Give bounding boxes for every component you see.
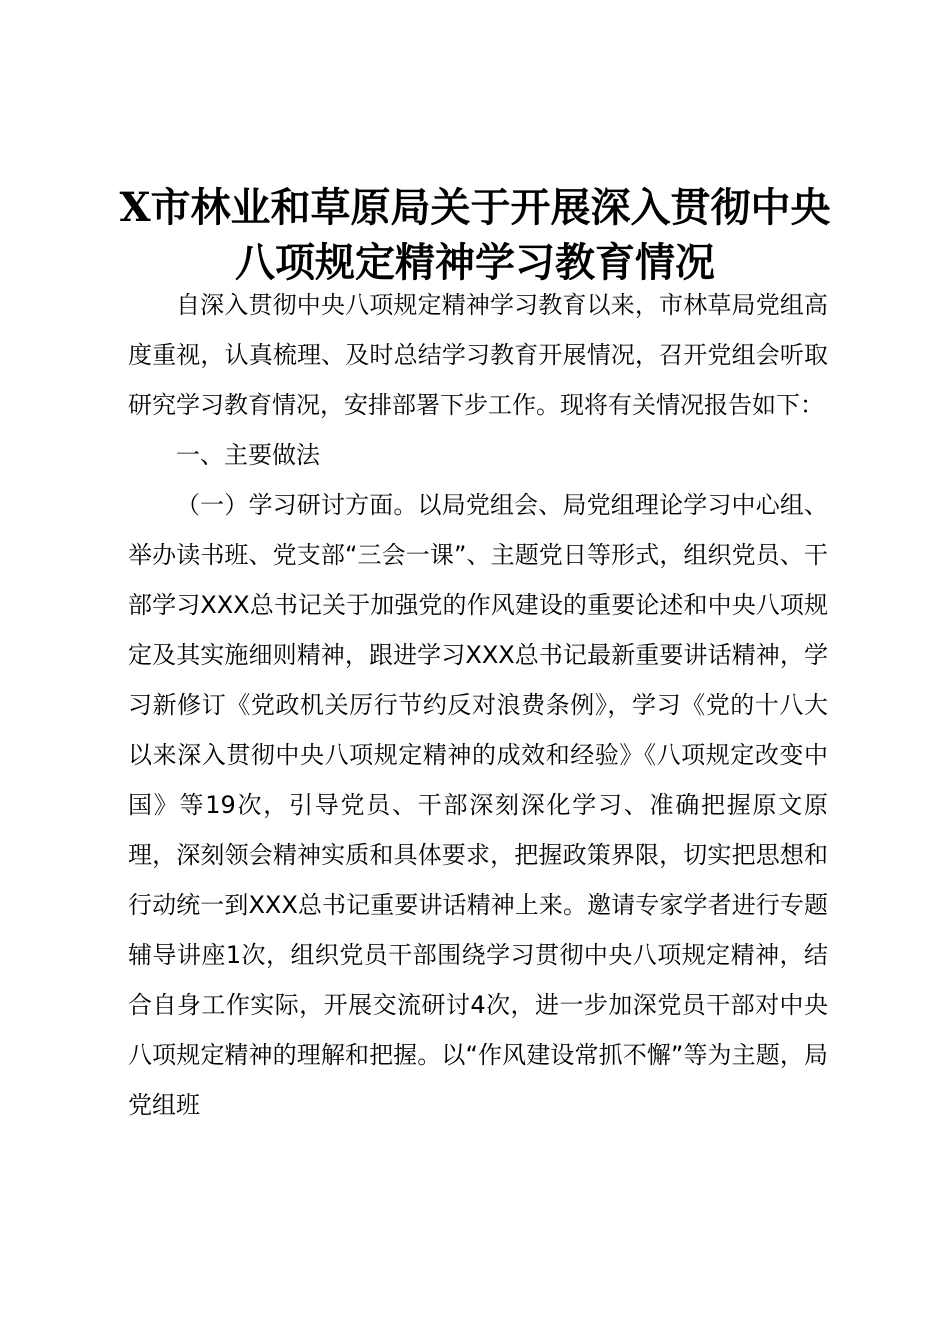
document-title: X市林业和草原局关于开展深入贯彻中央八项规定精神学习教育情况 (119, 184, 831, 286)
document-body (128, 280, 828, 1130)
section-heading: 一、主要做法 (176, 441, 320, 469)
study-paragraph: （一）学习研讨方面。以局党组会、局党组理论学习中心组、举办读书班、党支部“三会一课”、主题党日等形式，组织党员、干部学习XXX总书记关于加强党的作风建设的重要论述和中央八项规定及其实施细则精神，跟进学习XXX总书记最新重要讲话精神，学习新修订《党政机关厉行节约反对浪费条例》，学习《党的十八大以来深入贯彻中央八项规定精神的成效和经验》《八项规定改变中国》等19次，引导党员、干部深刻深化学习、准确把握原文原理，深刻领会精神实质和具体要求，把握政策界限，切实把思想和行动统一到XXX总书记重要讲话精神上来。邀请专家学者进行专题辅导讲座1次，组织党员干部围绕学习贯彻中央八项规定精神，结合自身工作实际，开展交流研讨4次，进一步加深党员干部对中央八项规定精神的理解和把握。以“作风建设常抓不懈”等为主题，局党组班 (128, 491, 828, 1119)
intro-paragraph: 自深入贯彻中央八项规定精神学习教育以来，市林草局党组高度重视，认真梳理、及时总结学习教育开展情况，召开党组会听取研究学习教育情况，安排部署下步工作。现将有关情况报告如下： (128, 291, 828, 419)
